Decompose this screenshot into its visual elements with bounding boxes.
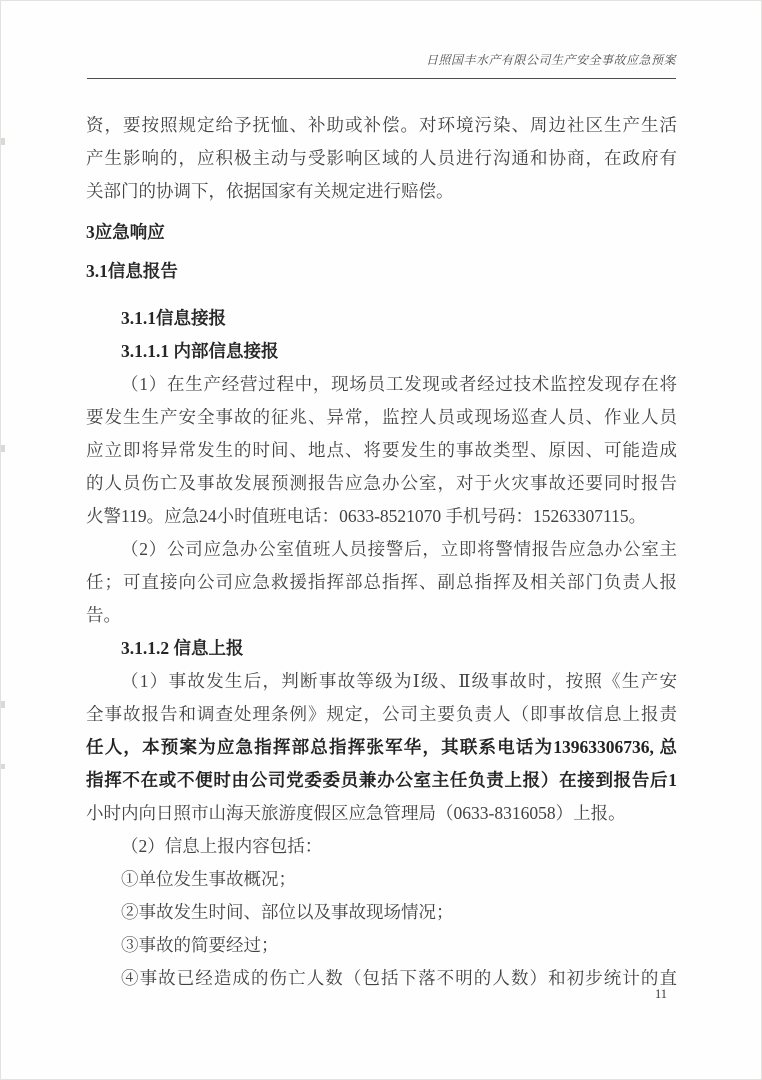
body-line: （1）在生产经营过程中，现场员工发现或者经过技术监控发现存在将 [121, 374, 677, 394]
heading-emergency-response: 3应急响应 [86, 222, 165, 242]
heading-information-escalation: 3.1.1.2 信息上报 [121, 638, 244, 658]
body-line: （2）信息上报内容包括： [121, 836, 323, 856]
body-line: 任；可直接向公司应急救援指挥部总指挥、副总指挥及相关部门负责人报 [86, 572, 677, 592]
body-line: 资，要按照规定给予抚恤、补助或补偿。对环境污染、周边社区生产生活 [86, 115, 677, 135]
body-line: 全事故报告和调查处理条例》规定，公司主要负责人（即事故信息上报责 [86, 704, 677, 724]
heading-information-report: 3.1信息报告 [86, 261, 178, 281]
list-item-line: ④事故已经造成的伤亡人数（包括下落不明的人数）和初步统计的直 [121, 968, 677, 988]
body-line: （2）公司应急办公室值班人员接警后，立即将警情报告应急办公室主 [121, 539, 677, 559]
body-line-bold: 任人，本预案为应急指挥部总指挥张军华，其联系电话为13963306736, 总 [86, 737, 677, 757]
body-line: 关部门的协调下，依据国家有关规定进行赔偿。 [86, 181, 454, 201]
list-item-line: ①单位发生事故概况； [121, 869, 296, 889]
body-line: 的人员伤亡及事故发展预测报告应急办公室，对于火灾事故还要同时报告 [86, 473, 677, 493]
document-body [86, 109, 677, 995]
body-line-bold: 指挥不在或不便时由公司党委委员兼办公室主任负责上报）在接到报告后1 [86, 770, 677, 790]
body-line: 告。 [86, 605, 121, 625]
body-line: 火警119。应急24小时值班电话：0633-8521070 手机号码：15263307115。 [86, 506, 647, 526]
list-item-line: ②事故发生时间、部位以及事故现场情况； [121, 902, 454, 922]
heading-information-receiving: 3.1.1信息接报 [121, 308, 226, 328]
body-line: 要发生生产安全事故的征兆、异常，监控人员或现场巡查人员、作业人员 [86, 407, 677, 427]
body-line: 应立即将异常发生的时间、地点、将要发生的事故类型、原因、可能造成 [86, 440, 677, 460]
scan-artifact [1, 701, 5, 708]
body-line: 产生影响的，应积极主动与受影响区域的人员进行沟通和协商，在政府有 [86, 148, 677, 168]
scan-artifact [1, 138, 5, 145]
scan-artifact [1, 764, 5, 769]
body-line: 小时内向日照市山海天旅游度假区应急管理局（0633-8316058）上报。 [86, 803, 626, 823]
page-number: 11 [654, 987, 667, 1001]
heading-internal-info-receiving: 3.1.1.1 内部信息接报 [121, 341, 279, 361]
scan-artifact [1, 445, 5, 452]
body-line: （1）事故发生后，判断事故等级为Ⅰ级、Ⅱ级事故时，按照《生产安 [121, 671, 677, 691]
list-item-line: ③事故的简要经过； [121, 935, 279, 955]
page-header-title: 日照国丰水产有限公司生产安全事故应急预案 [87, 51, 676, 79]
